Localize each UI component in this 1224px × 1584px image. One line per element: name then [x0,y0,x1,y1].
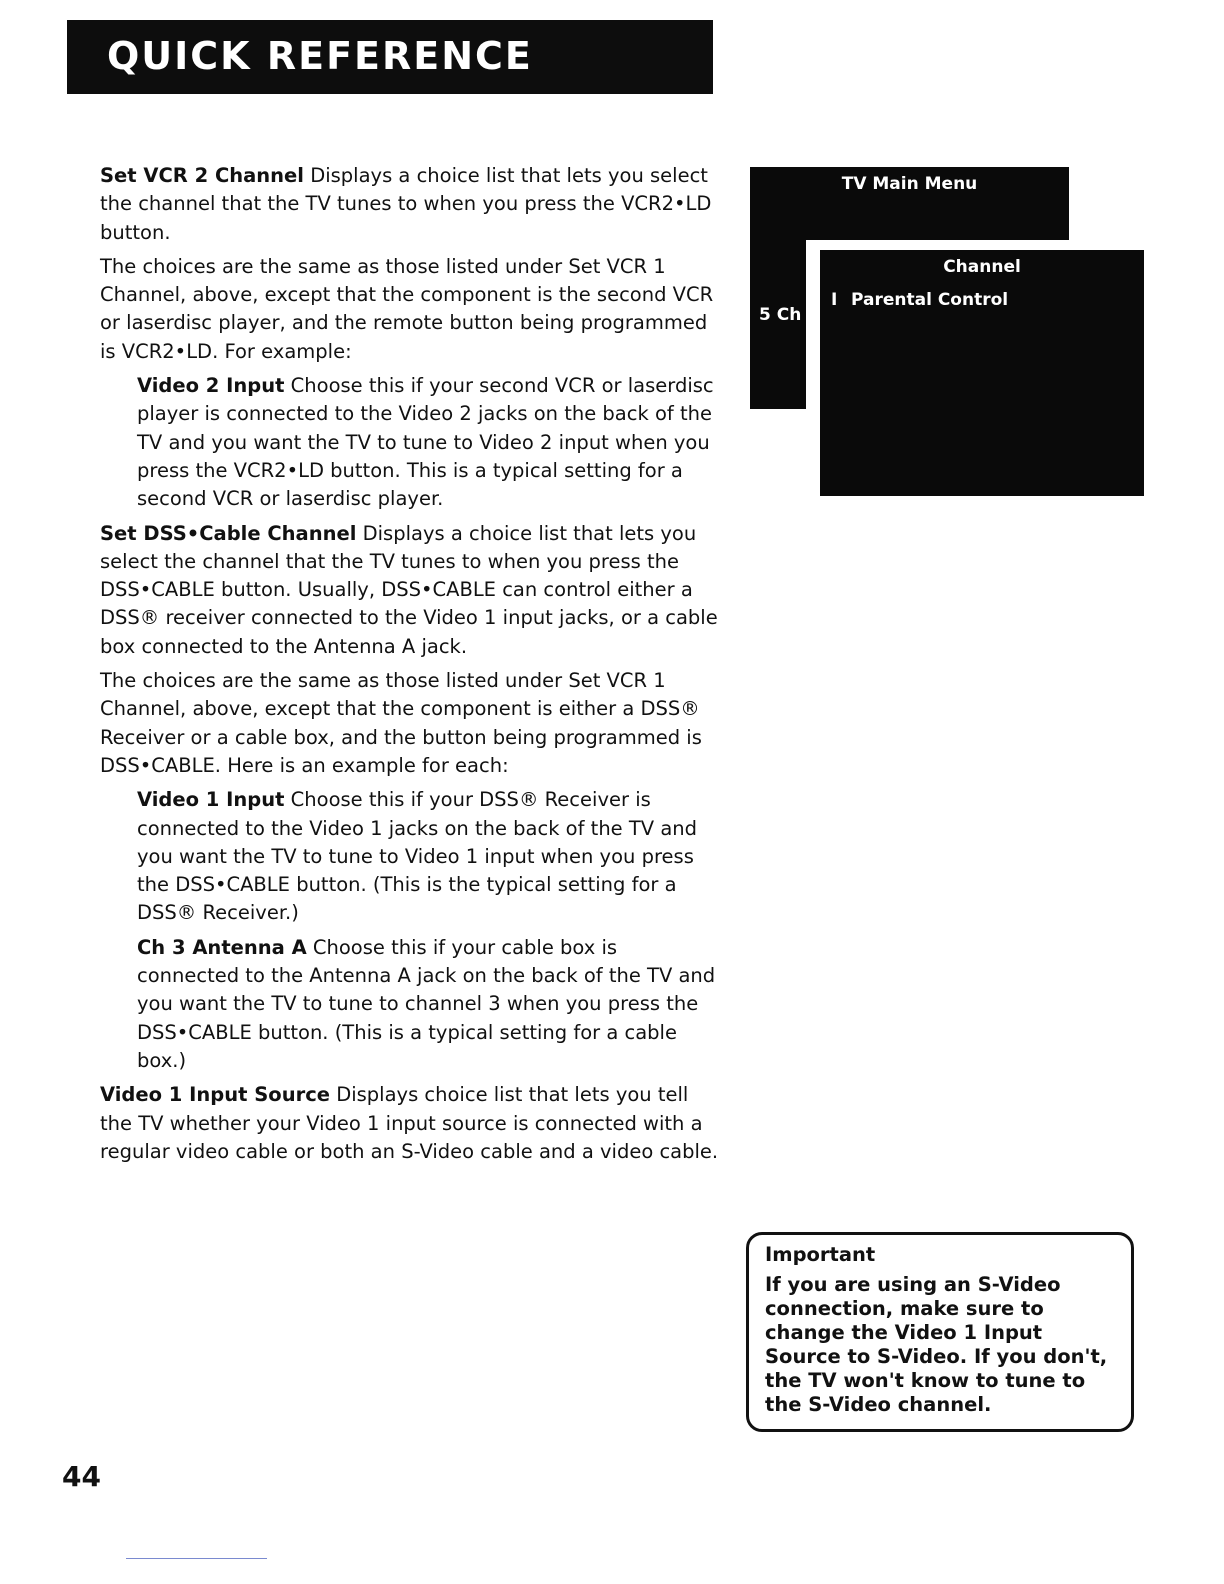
channel-submenu-title: Channel [943,257,1021,277]
paragraph-ch3-antenna-a [100,934,720,1075]
definition: Choose this if your cable box is connected to the Antenna A jack on the back of the TV and you want the TV to tune to channel 3 when you press the DSS•CABLE button. (This is a typical setting for a cable box.) [137,935,716,1072]
definition: Displays a choice list that lets you select the channel that the TV tunes to when you press the VCR2•LD button. [100,164,712,244]
paragraph-video2-input [100,372,720,513]
important-note-title: Important [765,1243,876,1266]
term: Video 1 Input [137,788,285,812]
paragraph-video1-input-source [100,1081,720,1166]
paragraph-dss-choices [100,667,720,780]
definition: The choices are the same as those listed under Set VCR 1 Channel, above, except that the component is the second VCR or laserdisc player, and the remote button being programmed is VCR2•LD. For example: [100,254,714,363]
definition: The choices are the same as those listed under Set VCR 1 Channel, above, except that the component is either a DSS® Receiver or a cable box, and the button being programmed is DSS•CABLE. Here is an example for each: [100,669,702,777]
definition: Choose this if your second VCR or laserdisc player is connected to the Video 2 jacks on the back of the TV and you want the TV to tune to Video 2 input when you press the VCR2•LD button. This is a typical setting for a second VCR or laserdisc player. [137,374,714,511]
footer-rule [126,1558,267,1559]
paragraph-vcr2-choices [100,253,720,366]
term: Ch 3 Antenna A [137,935,307,959]
channel-submenu-panel [820,250,1144,496]
paragraph-set-dss-cable-channel [100,520,720,661]
paragraph-video1-input [100,786,720,927]
body-text-column [100,162,720,1172]
definition: Choose this if your DSS® Receiver is connected to the Video 1 jacks on the back of the TV and you want the TV to tune to Video 1 input when you press the DSS•CABLE button. (This is the typical setting for a DSS® Receiver.) [137,788,698,925]
term: Set VCR 2 Channel [100,164,304,187]
term: Video 2 Input [137,374,285,398]
term: Video 1 Input Source [100,1083,330,1107]
section-header-bar [67,20,713,94]
menu-item-number: I [831,290,838,310]
menu-item-parental-control [831,290,1008,310]
important-note-box [746,1232,1134,1432]
tv-main-menu-item-fragment: 5 Ch [759,305,802,325]
definition: Displays a choice list that lets you select the channel that the TV tunes to when you press the DSS•CABLE button. Usually, DSS•CABLE can control either a DSS® receiver connected to the Video 1 input jacks, or a cable box connected to the Antenna A jack. [100,521,718,658]
page-number: 44 [62,1460,101,1493]
tv-main-menu-title: TV Main Menu [841,174,978,194]
menu-separator [806,240,820,410]
definition: Displays choice list that lets you tell the TV whether your Video 1 input source is connected with a regular video cable or both an S-Video cable and a video cable. [100,1083,719,1163]
menu-item-label: Parental Control [851,290,1009,310]
menu-separator [806,240,1069,250]
important-note-body: If you are using an S-Video connection, make sure to change the Video 1 Input Source to S-Video. If you don't, the TV won't know to tune to the S-Video channel. [765,1273,1108,1416]
term: Set DSS•Cable Channel [100,521,357,545]
paragraph-set-vcr2-channel [100,162,720,247]
section-title: QUICK REFERENCE [107,34,533,78]
